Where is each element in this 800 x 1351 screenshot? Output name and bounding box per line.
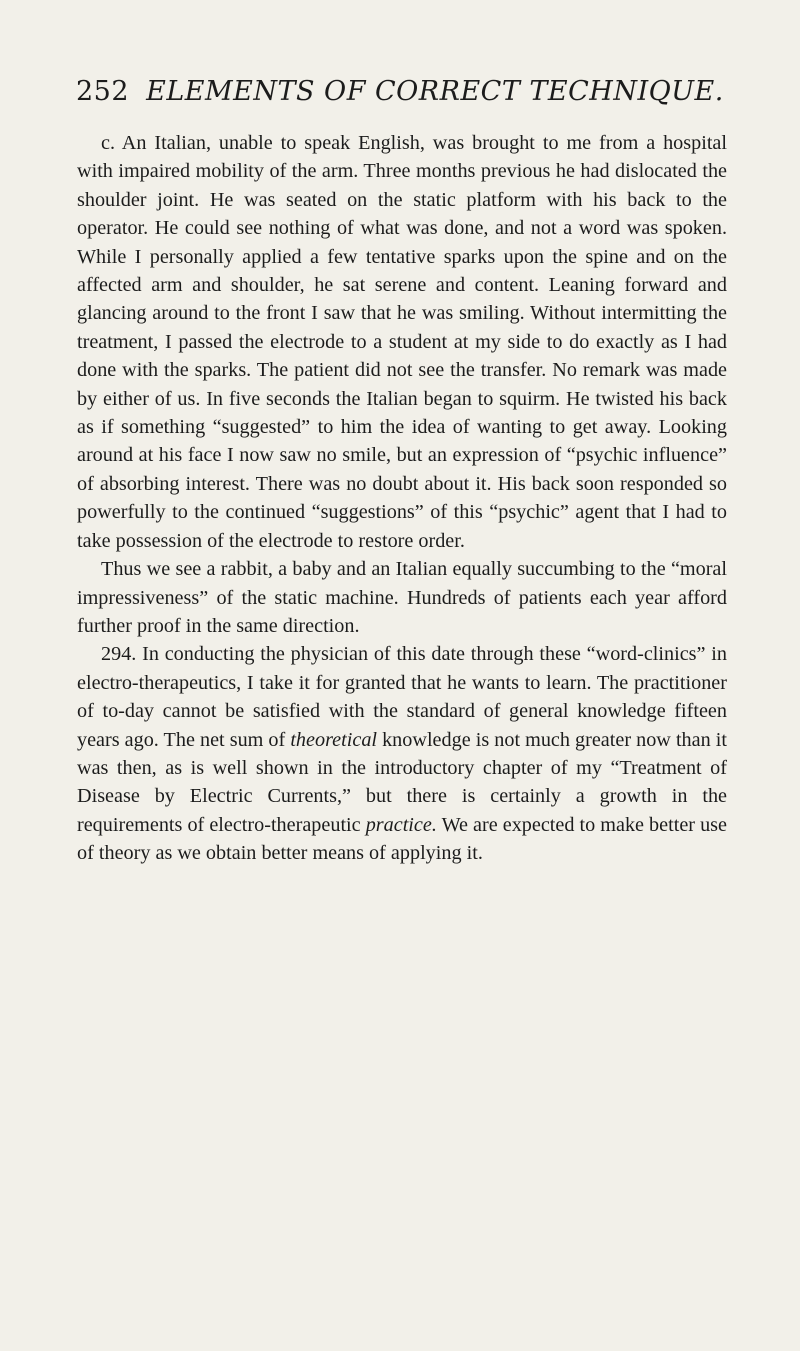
emphasis-practice: practice. — [365, 813, 437, 836]
paragraph-294-text-3: We are expected to make better use of theory as we obtain better means of applying it. — [77, 813, 727, 865]
paragraph-294-text-2: knowledge is not much greater now than it was then, as is well shown in the introductory chapter of my “Treatment of Disease by Electric Currents,” but there is certainly a growth in the requirements of electro-therapeutic — [77, 728, 727, 836]
running-title: ELEMENTS OF CORRECT TECHNIQUE. — [146, 76, 724, 107]
paragraph-italian-case: c. An Italian, unable to speak English, was brought to me from a hospital with impaired mobility of the arm. Three months previous he had dislocated the shoulder joint. He was seated on the static platform with his back to the operator. He could see nothing of what was done, and not a word was spoken. While I personally applied a few tentative sparks upon the spine and on the affected arm and shoulder, he sat serene and content. Leaning forward and glancing around to the front I saw that he was smiling. Without intermitting the treatment, I passed the electrode to a student at my side to do exactly as I had done with the sparks. The patient did not see the transfer. No remark was made by either of us. In five seconds the Italian began to squirm. He twisted his back as if something “suggested” to him the idea of wanting to get away. Looking around at his face I now saw no smile, but an expression of “psychic influence” of absorbing interest. There was no doubt about it. His back soon responded so powerfully to the continued “suggestions” of this “psychic” agent that I had to take possession of the electrode to restore order. — [77, 132, 727, 552]
paragraph-294 — [77, 640, 727, 867]
emphasis-theoretical: theoretical — [290, 728, 378, 751]
body-text — [77, 129, 727, 868]
paragraph-summary: Thus we see a rabbit, a baby and an Italian equally succumbing to the “moral impressiveness” of the static machine. Hundreds of patients each year afford further proof in the same direction. — [77, 558, 727, 637]
paragraph-294-text-1: 294. In conducting the physician of this date through these “word-clinics” in electro-therapeutics, I take it for granted that he wants to learn. The practitioner of to-day cannot be satisfied with the standard of general knowledge fifteen years ago. The net sum of — [77, 643, 727, 751]
running-head — [76, 76, 724, 107]
page-number: 252 — [76, 76, 130, 107]
